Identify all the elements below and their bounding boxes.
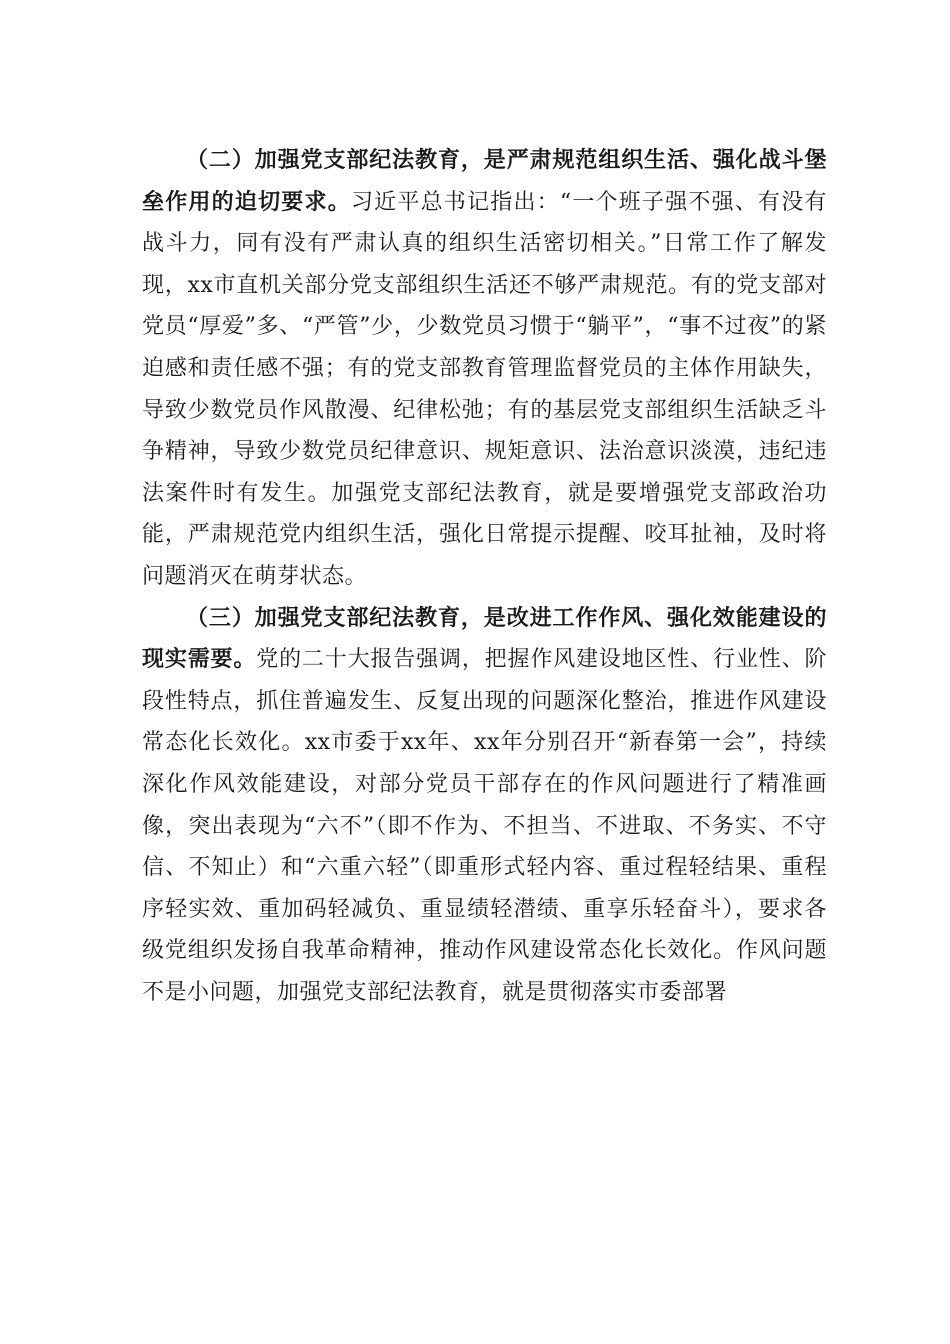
document-body: [142, 140, 827, 1013]
paragraph-2-text: 习近平总书记指出：“一个班子强不强、有没有战斗力，同有没有严肃认真的组织生活密切相关。”日常工作了解发现，xx市直机关部分党支部组织生活还不够严肃规范。有的党支部对党员“厚爱”多、“严管”少，少数党员习惯于“躺平”，“事不过夜”的紧迫感和责任感不强；有的党支部教育管理监督党员的主体作用缺失，导致少数党员作风散漫、纪律松弛；有的基层党支部组织生活缺乏斗争精神，导致少数党员纪律意识、规矩意识、法治意识淡漠，违纪违法案件时有发生。加强党支部纪法教育，就是要增强党支部政治功能，严肃规范党内组织生活，强化日常提示提醒、咬耳扯袖，及时将问题消灭在萌芽状态。: [142, 189, 827, 589]
paragraph-2: [142, 140, 827, 598]
paragraph-3: [142, 598, 827, 1014]
paragraph-3-heading: （三）加强党支部纪法教育，是改进工作作风、强化效能建设的现实需要。: [142, 605, 827, 673]
paragraph-3-text: 党的二十大报告强调，把握作风建设地区性、行业性、阶段性特点，抓住普遍发生、反复出现的问题深化整治，推进作风建设常态化长效化。xx市委于xx年、xx年分别召开“新春第一会”，持续深化作风效能建设，对部分党员干部存在的作风问题进行了精准画像，突出表现为“六不”（即不作为、不担当、不进取、不务实、不守信、不知止）和“六重六轻”（即重形式轻内容、重过程轻结果、重程序轻实效、重加码轻减负、重显绩轻潜绩、重享乐轻奋斗），要求各级党组织发扬自我革命精神，推动作风建设常态化长效化。作风问题不是小问题，加强党支部纪法教育，就是贯彻落实市委部署: [142, 647, 827, 1005]
paragraph-2-heading: （二）加强党支部纪法教育，是严肃规范组织生活、强化战斗堡垒作用的迫切要求。: [142, 148, 827, 215]
